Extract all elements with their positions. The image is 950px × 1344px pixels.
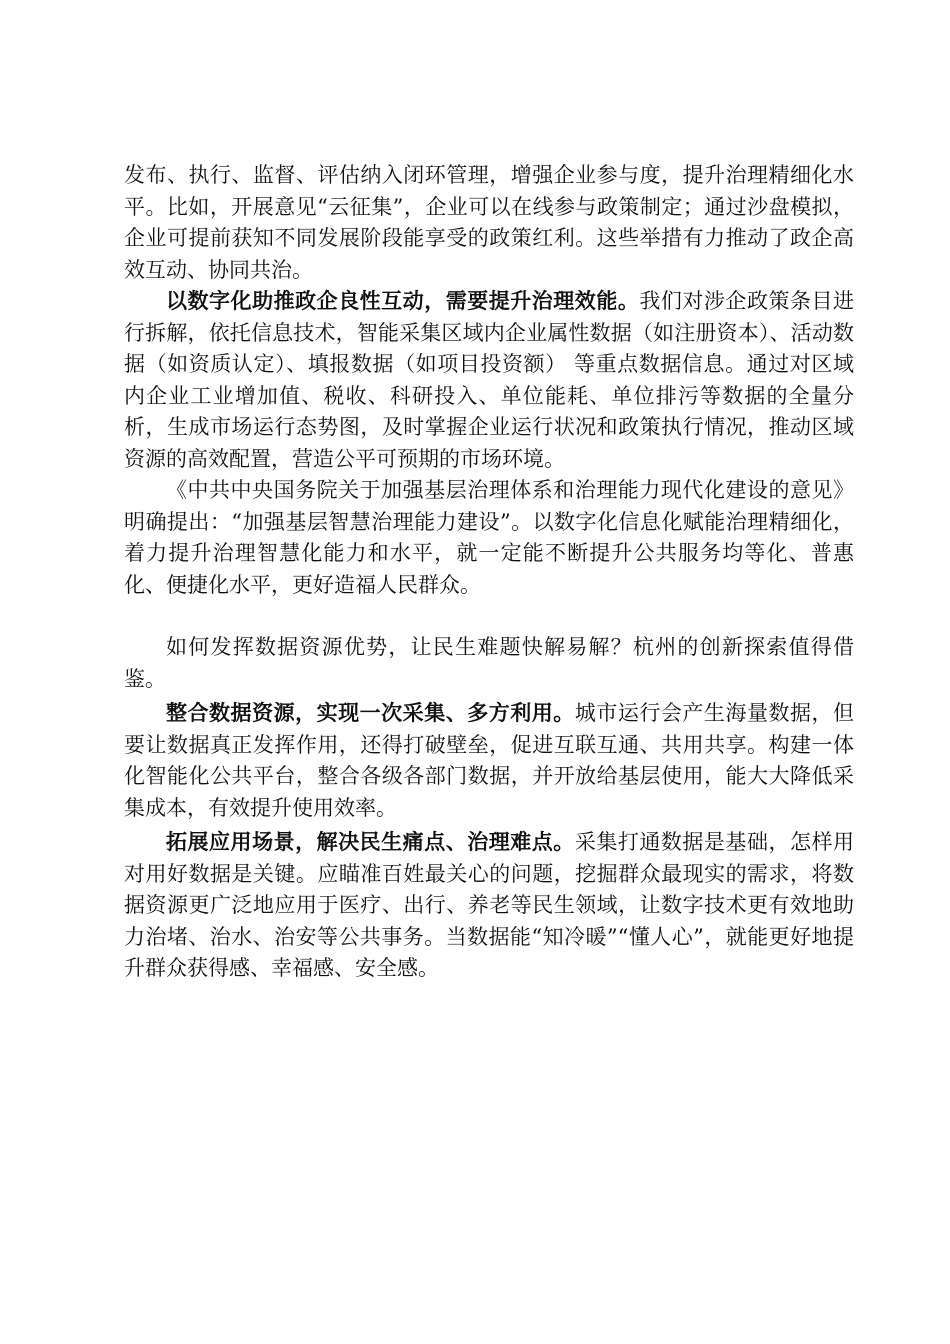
document-body xyxy=(124,160,854,985)
paragraph-text: 《中共中央国务院关于加强基层治理体系和治理能力现代化建设的意见》明确提出：“加强基层智慧治理能力建设”。以数字化信息化赋能治理精细化，着力提升治理智慧化能力和水平，就一定能不断提升公共服务均等化、普惠化、便捷化水平，更好造福人民群众。 xyxy=(124,478,854,597)
paragraph-text: 城市运行会产生海量数据，但要让数据真正发挥作用，还得打破壁垒，促进互联互通、共用共享。构建一体化智能化公共平台，整合各级各部门数据，并开放给基层使用，能大大降低采集成本，有效提升使用效率。 xyxy=(124,701,855,820)
paragraph-application-scenarios xyxy=(124,827,854,985)
paragraph-gap xyxy=(124,601,854,632)
paragraph-lead: 拓展应用场景，解决民生痛点、治理难点。 xyxy=(166,830,575,854)
paragraph-integrate-data xyxy=(124,698,854,824)
paragraph-policy-opinion xyxy=(124,475,854,601)
paragraph-governance-efficiency xyxy=(124,286,854,475)
paragraph-hangzhou-intro xyxy=(124,632,854,695)
paragraph-text: 采集打通数据是基础，怎样用对用好数据是关键。应瞄准百姓最关心的问题，挖掘群众最现实的需求，将数据资源更广泛地应用于医疗、出行、养老等民生领域，让数字技术更有效地助力治堵、治水、治安等公共事务。当数据能“知冷暖”“懂人心”，就能更好地提升群众获得感、幸福感、安全感。 xyxy=(124,830,855,980)
paragraph-text: 如何发挥数据资源优势，让民生难题快解易解？杭州的创新探索值得借鉴。 xyxy=(124,635,854,691)
paragraph-text: 我们对涉企政策条目进行拆解，依托信息技术，智能采集区域内企业属性数据（如注册资本）、活动数据（如资质认定）、填报数据（如项目投资额） 等重点数据信息。通过对区域内企业工业增加值、税收、科研投入、单位能耗、单位排污等数据的全量分析，生成市场运行态势图，及时掌握企业运行状况和政策执行情况，推动区域资源的高效配置，营造公平可预期的市场环境。 xyxy=(124,289,855,471)
paragraph-lead: 以数字化助推政企良性互动，需要提升治理效能。 xyxy=(166,289,640,313)
paragraph-continuation xyxy=(124,160,854,286)
paragraph-lead: 整合数据资源，实现一次采集、多方利用。 xyxy=(166,701,575,725)
paragraph-text: 发布、执行、监督、评估纳入闭环管理，增强企业参与度，提升治理精细化水平。比如，开展意见“云征集”，企业可以在线参与政策制定；通过沙盘模拟，企业可提前获知不同发展阶段能享受的政策红利。这些举措有力推动了政企高效互动、协同共治。 xyxy=(124,163,854,282)
